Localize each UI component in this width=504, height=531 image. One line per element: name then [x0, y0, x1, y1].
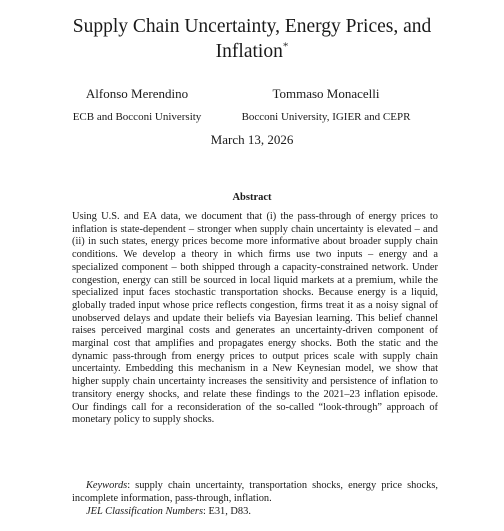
- paper-title: [40, 14, 464, 64]
- keywords-label: Keywords: [86, 480, 128, 491]
- title-footnote-mark: *: [282, 40, 289, 53]
- keywords-paragraph: [72, 480, 438, 505]
- author-affiliation: Bocconi University, IGIER and CEPR: [241, 111, 411, 123]
- author-affiliation: ECB and Bocconi University: [72, 111, 202, 123]
- author-name: Alfonso Merendino: [85, 86, 189, 101]
- author-block-2: [236, 86, 416, 124]
- jel-label: JEL Classification Numbers: [86, 506, 204, 517]
- abstract-heading: Abstract: [232, 192, 272, 203]
- author-block-1: [62, 86, 212, 124]
- keywords-text: : supply chain uncertainty, transportation shocks, energy price shocks, incomplete information, pass-through, inflation.: [72, 480, 438, 504]
- paper-date: March 13, 2026: [210, 132, 294, 147]
- paper-title-text: Supply Chain Uncertainty, Energy Prices, and Inflation: [72, 16, 432, 62]
- jel-classification: [86, 506, 438, 519]
- author-name: Tommaso Monacelli: [272, 86, 380, 101]
- jel-text: : E31, D83.: [203, 506, 251, 517]
- abstract-body: Using U.S. and EA data, we document that (i) the pass-through of energy prices to inflation is state-dependent – stronger when supply chain uncertainty is elevated – and (ii) in such states, energy prices become more informative about broader supply chain conditions. We develop a theory in which firms use two inputs – energy and a specialized component – both shipped through a capacity-constrained network. Under congestion, energy can still be sourced in local liquid markets at a premium, while the specialized input faces stochastic transportation shocks. Because energy is a liquid, globally traded input whose price reflects congestion, firms treat it as a noisy signal of unobserved delays and update their beliefs via Bayesian learning. This belief channel raises perceived marginal costs and generates an uncertainty-driven component of marginal cost that amplifies and propagates energy shocks. Both the static and the dynamic pass-through from energy prices to output prices scale with supply chain uncertainty. Embedding this mechanism in a New Keynesian model, we show that higher supply chain uncertainty increases the sensitivity and persistence of inflation to transitory energy shocks, and relate these findings to the 2021–23 inflation episode. Our findings call for a reconsideration of the so-called “look-through” approach of monetary policy to supply shocks.: [72, 211, 438, 426]
